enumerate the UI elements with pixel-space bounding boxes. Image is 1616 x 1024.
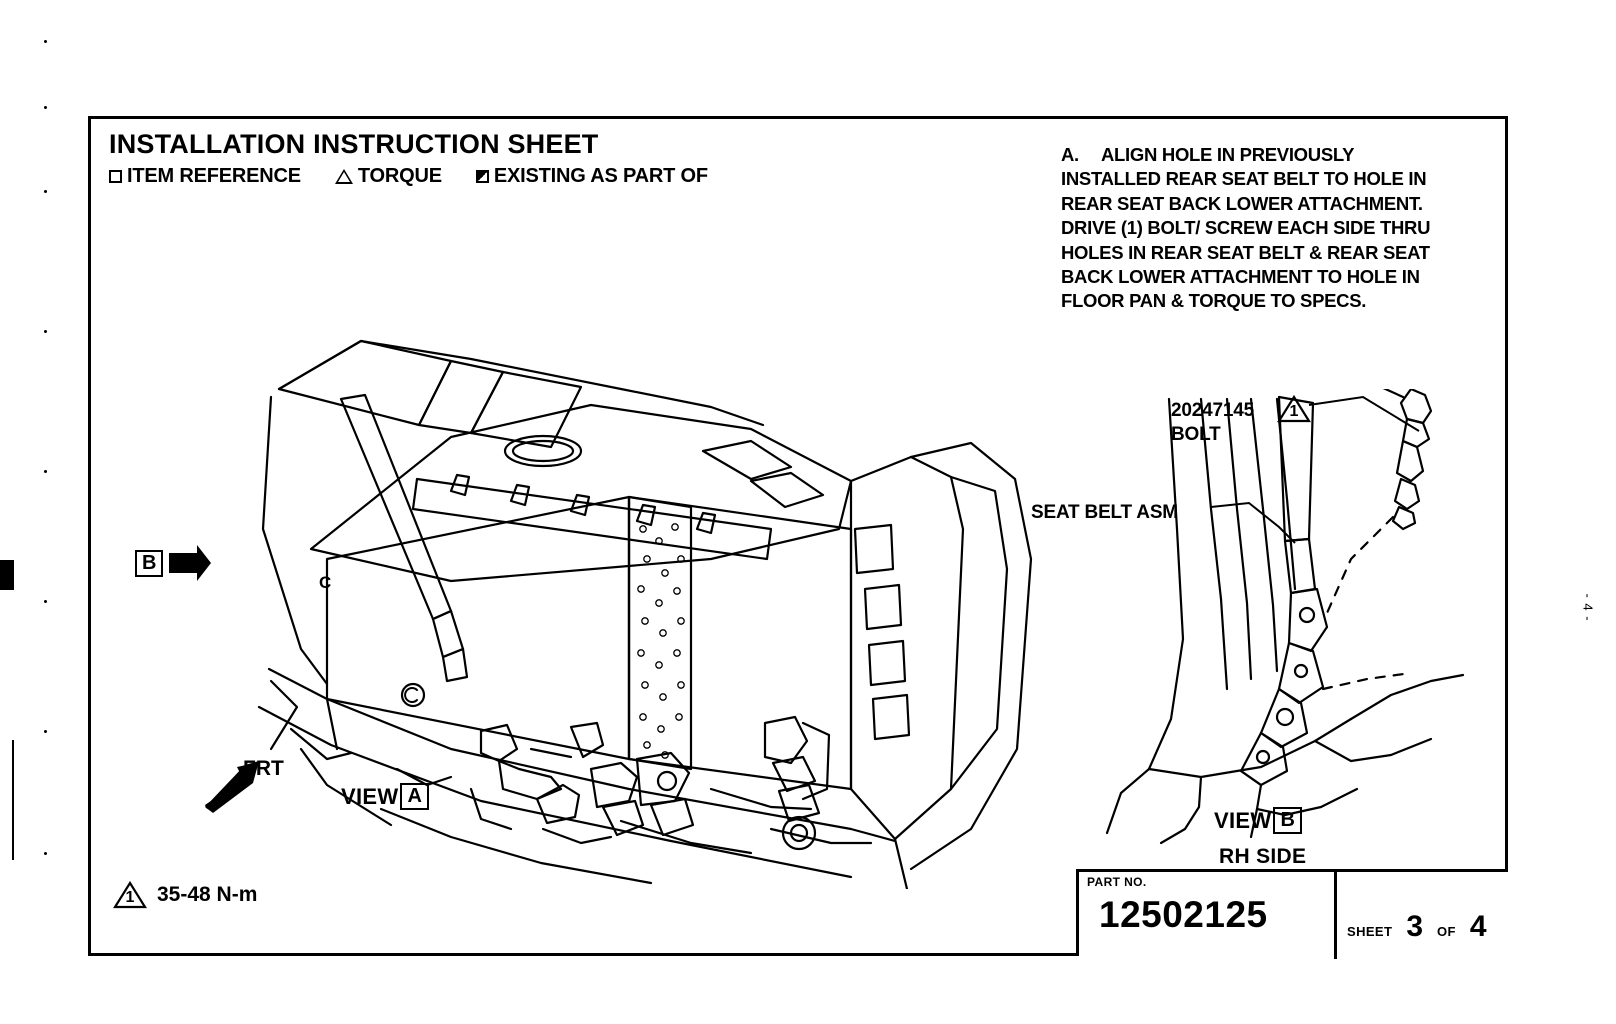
seat-belt-leader-line <box>1209 491 1309 547</box>
total-sheets: 4 <box>1469 910 1487 943</box>
part-number-value: 12502125 <box>1099 894 1268 935</box>
legend-label-existing: EXISTING AS PART OF <box>493 165 708 187</box>
legend-item-item-reference <box>109 165 301 188</box>
torque-ref-number: 1 <box>125 889 135 906</box>
view-b-text: VIEW <box>1214 807 1272 833</box>
torque-triangle-icon <box>113 881 147 909</box>
scan-edge-mark <box>0 560 14 590</box>
of-label: OF <box>1437 924 1456 939</box>
scan-edge-rule <box>12 740 14 860</box>
triangle-outline-icon <box>335 169 353 184</box>
bolt-callout <box>1171 399 1254 447</box>
page-number: - 4 - <box>1580 593 1596 622</box>
bolt-item-reference-icon <box>1277 395 1311 423</box>
note-text: ALIGN HOLE IN PREVIOUSLY INSTALLED REAR SEAT BELT TO HOLE IN REAR SEAT BACK LOWER ATTACHMENT. DRIVE (1) BOLT/ SCREW EACH SIDE THRU HOLES IN REAR SEAT BELT & REAR SEAT BACK LOWER ATTACHMENT TO HOLE IN FLOOR PAN & TORQUE TO SPECS. <box>1061 144 1431 312</box>
view-a-label <box>341 783 429 810</box>
torque-note <box>113 881 257 909</box>
bolt-item-reference-number: 1 <box>1289 403 1299 420</box>
half-filled-square-icon <box>476 170 489 183</box>
front-direction-label: FRT <box>243 757 284 780</box>
rh-side-label: RH SIDE <box>1219 845 1307 868</box>
view-b-letter: B <box>1273 807 1302 834</box>
page-title: INSTALLATION INSTRUCTION SHEET <box>109 129 599 159</box>
note-block <box>1061 143 1451 314</box>
bolt-part-number: 20247145 <box>1171 400 1254 421</box>
legend <box>109 165 742 188</box>
view-b-marker <box>135 543 213 583</box>
sheet-label: SHEET <box>1347 924 1393 939</box>
view-b-marker-letter: B <box>135 550 163 577</box>
view-b-label <box>1214 807 1302 834</box>
legend-item-existing-as-part-of <box>476 165 708 188</box>
view-b-illustration <box>1051 389 1471 849</box>
note-label: A. <box>1061 144 1079 165</box>
part-number-block <box>1076 869 1508 956</box>
instruction-sheet <box>88 116 1508 956</box>
sheet-count <box>1347 910 1501 944</box>
seat-belt-asm-callout: SEAT BELT ASM <box>1031 502 1178 523</box>
view-a-illustration <box>151 229 1041 889</box>
detail-letter-c: C <box>319 573 332 592</box>
scan-dot-column <box>44 40 47 900</box>
legend-label-item-reference: ITEM REFERENCE <box>127 165 301 187</box>
legend-item-torque <box>335 165 442 188</box>
part-number-label: PART NO. <box>1087 875 1147 889</box>
part-block-divider <box>1334 872 1337 959</box>
view-a-letter: A <box>400 783 429 810</box>
arrow-right-icon <box>167 543 213 583</box>
view-a-text: VIEW <box>341 783 399 809</box>
bolt-leader-line <box>1307 389 1427 435</box>
torque-spec: 35-48 N-m <box>157 883 258 906</box>
sheet-number: 3 <box>1406 910 1424 943</box>
bolt-label: BOLT <box>1171 423 1221 445</box>
legend-label-torque: TORQUE <box>357 165 442 187</box>
square-outline-icon <box>109 170 122 183</box>
